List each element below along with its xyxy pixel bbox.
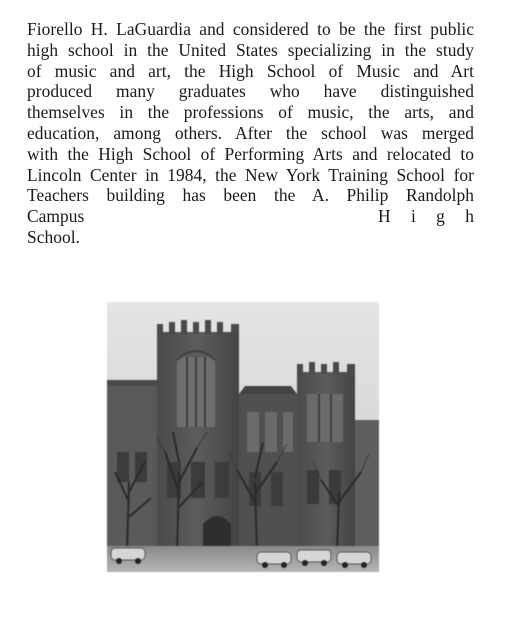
building-photo-illustration [107,302,379,572]
campus-line [27,206,474,227]
text-line: of music and art, the High School of Music and Art [27,60,474,81]
spaced-word-high [378,206,474,227]
text-line: with the High School of Performing Arts and relocated to [27,143,474,164]
text-line: themselves in the professions of music, the arts, and [27,102,474,123]
school-building-photo [107,302,379,572]
spaced-letter: g [436,206,445,227]
body-paragraph [27,19,474,248]
spaced-letter: h [465,206,474,227]
text-line: education, among others. After the school was merged [27,122,474,143]
text-line: Fiorello H. LaGuardia and considered to be the first public [27,19,474,39]
spaced-letter: i [410,206,416,227]
text-line: Teachers building has been the A. Philip Randolph [27,185,474,206]
text-line: produced many graduates who have distinguished [27,81,474,102]
spaced-letter: H [378,206,391,227]
final-text-line: School. [27,226,81,247]
text-line: high school in the United States specializing in the study [27,39,474,60]
text-line: Lincoln Center in 1984, the New York Training School for [27,164,474,185]
campus-word: Campus [27,206,85,227]
